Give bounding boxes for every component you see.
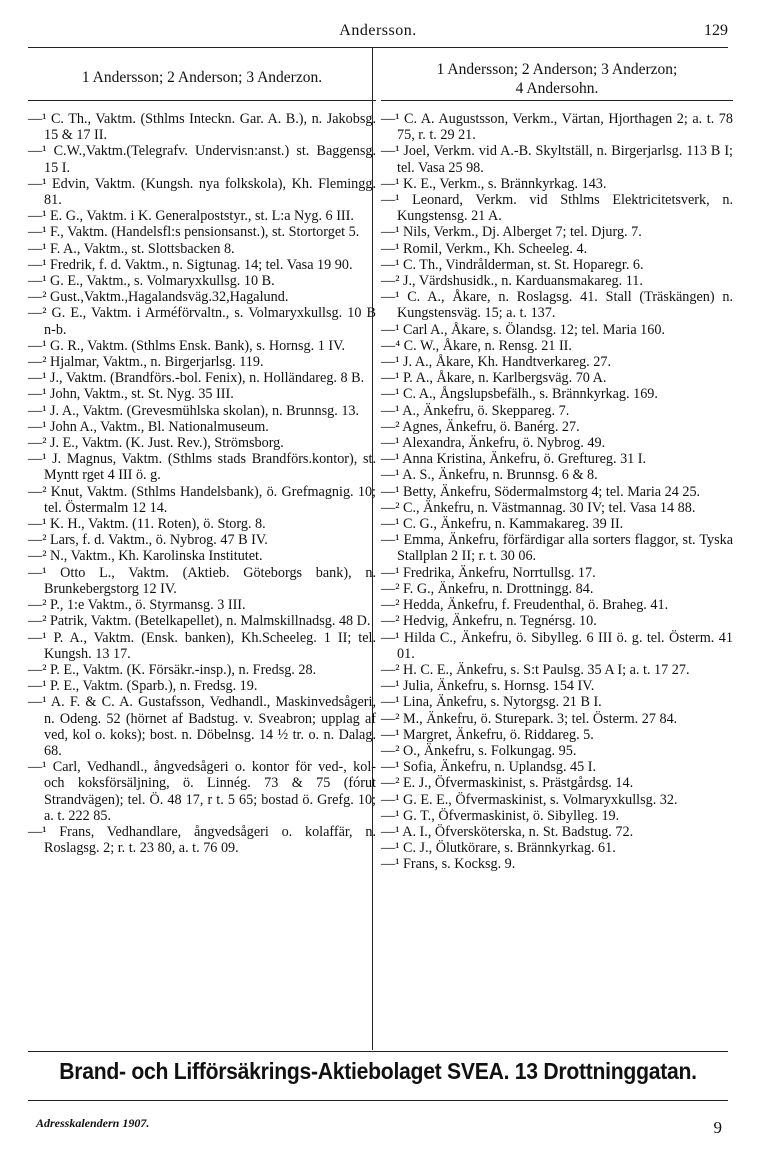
directory-entry: —¹ K. H., Vaktm. (11. Roten), ö. Storg. 8. [28,516,266,533]
directory-entry: —² G. E., Vaktm. i Arméförvaltn., s. Volmaryxkullsg. 10 B n-b. [28,305,376,338]
directory-entry: —¹ C.W.,Vaktm.(Telegrafv. Undervisn:anst.) st. Baggensg. 15 I. [28,143,376,176]
directory-entry: —² F. G., Änkefru, n. Drottningg. 84. [381,580,594,597]
right-heading-rule [381,100,733,101]
directory-entry: —¹ Lina, Änkefru, s. Nytorgsg. 21 B I. [381,694,602,711]
right-column-heading [381,60,733,100]
advertisement-banner: Brand- och Lifförsäkrings-Aktiebolaget SVEA. 13 Drottninggatan. [59,1058,697,1084]
directory-entry: —¹ K. E., Verkm., s. Brännkyrkag. 143. [381,175,607,192]
directory-entry: —¹ Carl A., Åkare, s. Ölandsg. 12; tel. Maria 160. [381,321,666,338]
directory-entry: —¹ Frans, Vedhandlare, ångvedsågeri o. kolaffär, n. Roslagsg. 2; r. t. 23 80, a. t. 76 09. [28,823,376,857]
directory-entry: —¹ C. Th., Vindrålderman, st. St. Hoparegr. 6. [381,256,644,273]
directory-entry: —¹ Anna Kristina, Änkefru, ö. Greftureg. 31 I. [381,451,647,468]
directory-entry: —⁴ C. W., Åkare, n. Rensg. 21 II. [381,337,572,354]
directory-entry: —¹ Emma, Änkefru, förfärdigar alla sorters flaggor, st. Tyska Stallplan 2 II; r. t. 30 06. [381,532,733,565]
left-column [28,60,376,856]
directory-entry: —¹ Otto L., Vaktm. (Aktieb. Göteborgs bank), n. Brunkebergstorg 12 IV. [28,564,376,597]
directory-entry: —¹ Fredrika, Änkefru, Norrtullsg. 17. [381,564,596,581]
left-entry-list [28,111,376,856]
directory-entry: —² Hedvig, Änkefru, n. Tegnérsg. 10. [381,613,597,630]
directory-entry: —² Hjalmar, Vaktm., n. Birgerjarlsg. 119. [28,354,264,371]
directory-entry: —² J. E., Vaktm. (K. Just. Rev.), Strömsborg. [28,435,284,452]
directory-entry: —¹ G. T., Öfvermaskinist, ö. Sibylleg. 19. [381,807,620,824]
directory-entry: —¹ J. A., Åkare, Kh. Handtverkareg. 27. [381,354,612,371]
directory-entry: —¹ F. A., Vaktm., st. Slottsbacken 8. [28,240,235,257]
calendar-imprint: Adresskalendern 1907. [36,1116,150,1130]
directory-entry: —¹ C. A., Åkare, n. Roslagsg. 41. Stall (Träskängen) n. Kungstensväg. 15; a. t. 137. [381,289,733,322]
directory-entry: —¹ Fredrik, f. d. Vaktm., n. Sigtunag. 14; tel. Vasa 19 90. [28,256,353,273]
directory-entry: —¹ F., Vaktm. (Handelsfl:s pensionsanst.), st. Stortorget 5. [28,224,360,241]
directory-entry: —¹ J. Magnus, Vaktm. (Sthlms stads Brandförs.kontor), st. Myntt rget 4 III ö. g. [28,451,376,484]
directory-entry: —¹ P. A., Vaktm. (Ensk. banken), Kh.Scheeleg. 1 II; tel. Kungsh. 13 17. [28,629,376,662]
directory-entry: —¹ Alexandra, Änkefru, ö. Nybrog. 49. [381,435,606,452]
directory-entry: —¹ A. I., Öfversköterska, n. St. Badstug. 72. [381,823,634,840]
directory-entry: —¹ Julia, Änkefru, s. Hornsg. 154 IV. [381,678,595,695]
directory-entry: —¹ Romil, Verkm., Kh. Scheeleg. 4. [381,240,588,257]
directory-entry: —² E. J., Öfvermaskinist, s. Prästgårdsg. 14. [381,775,634,792]
directory-entry: —² P. E., Vaktm. (K. Försäkr.-insp.), n. Fredsg. 28. [28,661,317,678]
directory-entry: —² Patrik, Vaktm. (Betelkapellet), n. Malmskillnadsg. 48 D. [28,613,371,630]
directory-entry: —¹ Leonard, Verkm. vid Sthlms Elektricitetsverk, n. Kungstensg. 21 A. [381,192,733,225]
right-heading-line2: 4 Andersohn. [515,80,599,97]
directory-entry: —¹ A., Änkefru, ö. Skeppareg. 7. [381,402,570,419]
directory-entry: —¹ Joel, Verkm. vid A.-B. Skyltställ, n. Birgerjarlsg. 113 B I; tel. Vasa 25 98. [381,143,733,176]
left-heading-rule [28,100,376,101]
directory-entry: —¹ Betty, Änkefru, Södermalmstorg 4; tel. Maria 24 25. [381,483,701,500]
directory-entry: —¹ G. E., Vaktm., s. Volmaryxkullsg. 10 B. [28,273,275,290]
directory-entry: —¹ A. F. & C. A. Gustafsson, Vedhandl., Maskinvedsågeri, n. Odeng. 52 (hörnet af Badstug. v. Sveabron; upplag af ved, kol o. koks); bost. n. Döbelnsg. 14 ½ tr. o. n. Dalag. 68. [28,694,376,759]
directory-entry: —² Lars, f. d. Vaktm., ö. Nybrog. 47 B IV. [28,532,268,549]
directory-entry: —² J., Värdshusidk., n. Karduansmakareg. 11. [381,273,643,290]
directory-entry: —² P., 1:e Vaktm., ö. Styrmansg. 3 III. [28,597,246,614]
signature-mark: 9 [713,1118,722,1137]
directory-entry: —¹ Sofia, Änkefru, n. Uplandsg. 45 I. [381,759,597,776]
directory-entry: —² Agnes, Änkefru, ö. Banérg. 27. [381,418,580,435]
directory-entry: —² Knut, Vaktm. (Sthlms Handelsbank), ö. Grefmagnig. 10; tel. Östermalm 12 14. [28,483,376,516]
directory-entry: —¹ Carl, Vedhandl., ångvedsågeri o. kontor för ved-, kol- och koksförsäljning, ö. Linnég. 73 & 75 (fórut Strandvägen); tel. Ö. 48 17, r t. 5 65; bostad ö. Grefg. 10; a. t. 222 85. [28,759,376,824]
directory-entry: —¹ C. G., Änkefru, n. Kammakareg. 39 II. [381,516,624,533]
directory-entry: —¹ John, Vaktm., st. St. Nyg. 35 III. [28,386,234,403]
directory-entry: —² Gust.,Vaktm.,Hagalandsväg.32,Hagalund. [28,289,289,306]
page-title: Andersson. [339,22,417,39]
footer-line [36,1114,722,1142]
directory-entry: —¹ Hilda C., Änkefru, ö. Sibylleg. 6 III ö. g. tel. Österm. 41 01. [381,629,733,662]
directory-entry: —¹ Frans, s. Kocksg. 9. [381,856,516,873]
directory-entry: —¹ John A., Vaktm., Bl. Nationalmuseum. [28,418,269,435]
directory-entry: —¹ C. Th., Vaktm. (Sthlms Inteckn. Gar. A. B.), n. Jakobsg. 15 & 17 II. [28,111,376,144]
directory-entry: —¹ Margret, Änkefru, ö. Riddareg. 5. [381,726,594,743]
running-header [28,22,728,46]
right-column [381,60,733,873]
directory-entry: —¹ E. G., Vaktm. i K. Generalpoststyr., st. L:a Nyg. 6 III. [28,208,354,225]
left-column-heading: 1 Andersson; 2 Anderson; 3 Anderzon. [81,69,323,86]
directory-entry: —¹ P. E., Vaktm. (Sparb.), n. Fredsg. 19. [28,678,258,695]
directory-entry: —² N., Vaktm., Kh. Karolinska Institutet. [28,548,263,565]
directory-entry: —¹ Nils, Verkm., Dj. Alberget 7; tel. Djurg. 7. [381,224,642,241]
directory-entry: —¹ P. A., Åkare, n. Karlbergsväg. 70 A. [381,370,607,387]
directory-entry: —² M., Änkefru, ö. Sturepark. 3; tel. Österm. 27 84. [381,710,678,727]
header-rule [28,47,728,48]
directory-entry: —¹ J., Vaktm. (Brandförs.-bol. Fenix), n. Holländareg. 8 B. [28,370,365,387]
directory-entry: —¹ C. A., Ångslupsbefälh., s. Brännkyrkag. 169. [381,386,658,403]
footer-rule [28,1051,728,1052]
directory-entry: —¹ Edvin, Vaktm. (Kungsh. nya folkskola), Kh. Flemingg. 81. [28,175,376,209]
directory-entry: —¹ C. J., Ölutkörare, s. Brännkyrkag. 61. [381,840,616,857]
footer-rule-lower [28,1100,728,1101]
directory-entry: —¹ G. E. E., Öfvermaskinist, s. Volmaryxkullsg. 32. [381,791,678,808]
directory-entry: —¹ C. A. Augustsson, Verkm., Värtan, Hjorthagen 2; a. t. 78 75, r. t. 29 21. [381,111,733,144]
right-heading-line1: 1 Andersson; 2 Anderson; 3 Anderzon; [436,61,678,78]
right-entry-list [381,111,733,873]
directory-entry: —¹ A. S., Änkefru, n. Brunnsg. 6 & 8. [381,467,598,484]
directory-entry: —¹ J. A., Vaktm. (Grevesmühlska skolan), n. Brunnsg. 13. [28,402,360,419]
directory-entry: —² C., Änkefru, n. Västmannag. 30 IV; tel. Vasa 14 88. [381,499,696,516]
directory-entry: —¹ G. R., Vaktm. (Sthlms Ensk. Bank), s. Hornsg. 1 IV. [28,337,346,354]
directory-entry: —² H. C. E., Änkefru, s. S:t Paulsg. 35 A I; a. t. 17 27. [381,661,690,678]
directory-entry: —² Hedda, Änkefru, f. Freudenthal, ö. Braheg. 41. [381,597,669,614]
page-number: 129 [704,22,728,39]
directory-entry: —² O., Änkefru, s. Folkungag. 95. [381,742,577,759]
